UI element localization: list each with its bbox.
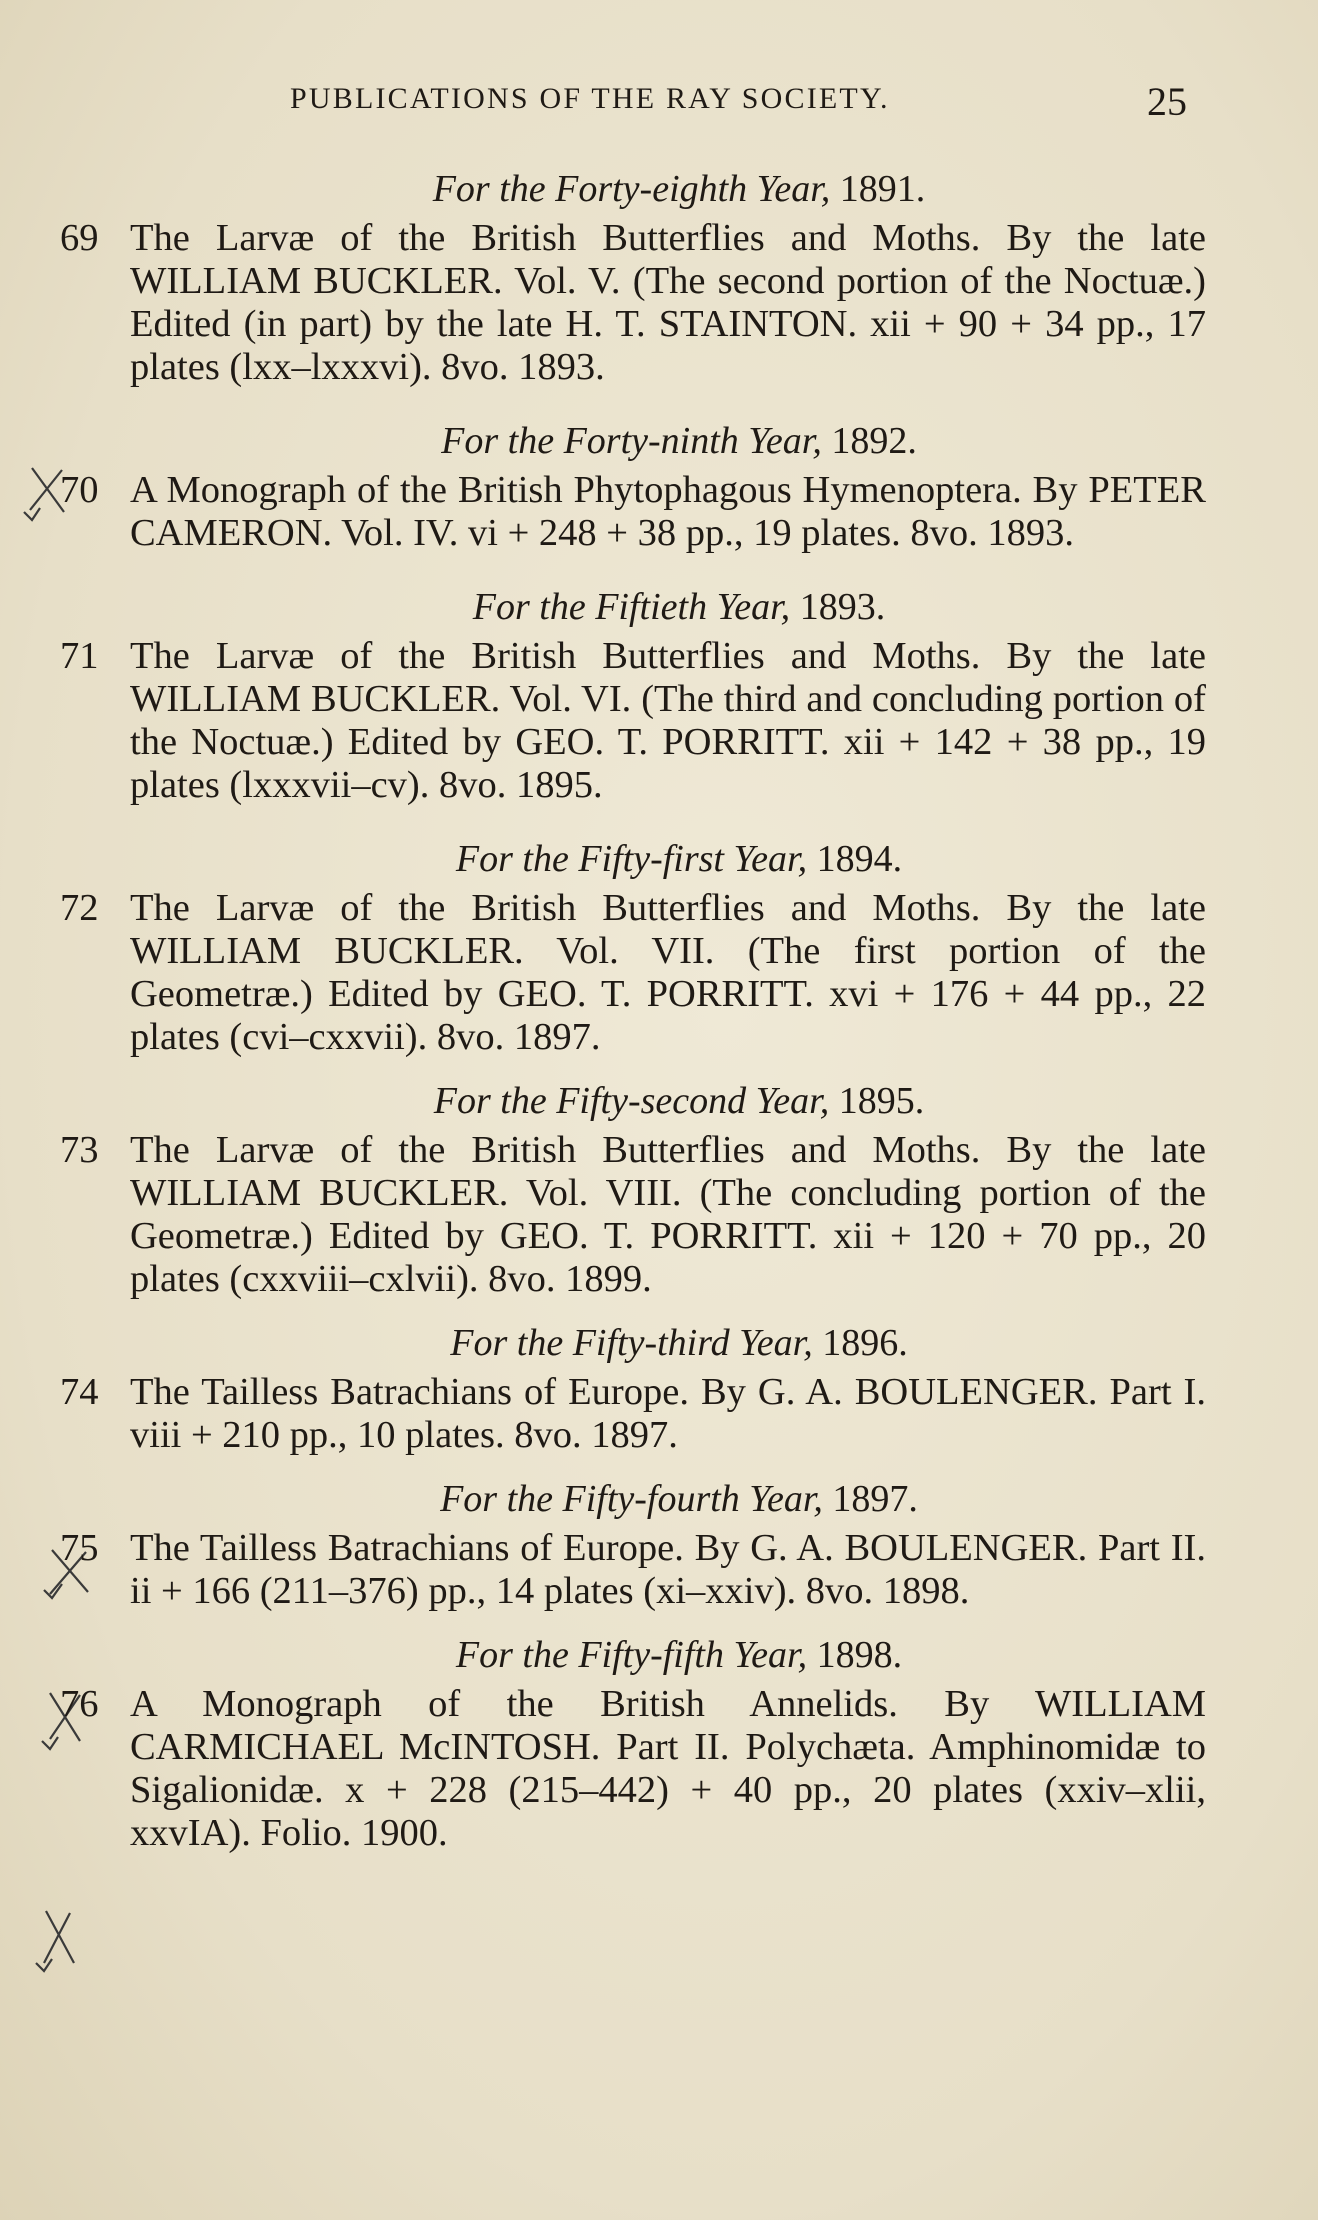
- entry-number: 74: [60, 1371, 99, 1413]
- entry-text: The Larvæ of the British Butterflies and Moths. By the late WILLIAM BUCKLER. Vol. VII. (The first portion of the Geometræ.) Edited by GEO. T. PORRITT. xvi + 176 + 44 pp., 22 plates (cvi–cxxvii). 8vo. 1897.: [130, 887, 1206, 1058]
- year-section: [0, 1475, 1318, 1613]
- entry-number: 73: [60, 1129, 99, 1171]
- publication-entry: [0, 635, 1318, 807]
- running-head: [0, 79, 1318, 124]
- year-heading: For the Forty-eighth Year, 1891.: [432, 168, 926, 210]
- entry-number: 69: [60, 217, 99, 259]
- year-section: [0, 835, 1318, 1059]
- running-title: PUBLICATIONS OF THE RAY SOCIETY.: [290, 82, 890, 115]
- publication-entry: [0, 1371, 1318, 1457]
- entry-number: 71: [60, 635, 99, 677]
- entry-text: A Monograph of the British Phytophagous Hymenoptera. By PETER CAMERON. Vol. IV. vi + 248 + 38 pp., 19 plates. 8vo. 1893.: [130, 469, 1206, 554]
- year-heading: For the Forty-ninth Year, 1892.: [441, 420, 917, 462]
- entry-text: A Monograph of the British Annelids. By WILLIAM CARMICHAEL McINTOSH. Part II. Polychæta. Amphinomidæ to Sigalionidæ. x + 228 (215–442) + 40 pp., 20 plates (xxiv–xlii, xxvIA). Folio. 1900.: [130, 1683, 1206, 1854]
- page-number: 25: [1147, 79, 1187, 124]
- year-section: [0, 1077, 1318, 1301]
- year-heading: For the Fifty-fifth Year, 1898.: [455, 1634, 903, 1676]
- year-heading: For the Fifty-second Year, 1895.: [433, 1080, 925, 1122]
- publication-entry: [0, 1527, 1318, 1613]
- pencil-check-mark-76: [30, 1905, 90, 1975]
- entry-text: The Larvæ of the British Butterflies and Moths. By the late WILLIAM BUCKLER. Vol. VI. (The third and concluding portion of the Noctuæ.) Edited by GEO. T. PORRITT. xii + 142 + 38 pp., 19 plates (lxxxvii–cv). 8vo. 1895.: [130, 635, 1206, 806]
- entry-text: The Larvæ of the British Butterflies and Moths. By the late WILLIAM BUCKLER. Vol. VIII. (The concluding portion of the Geometræ.) Edited by GEO. T. PORRITT. xii + 120 + 70 pp., 20 plates (cxxviii–cxlvii). 8vo. 1899.: [130, 1129, 1206, 1300]
- entry-number: 72: [60, 887, 99, 929]
- publication-entry: [0, 1683, 1318, 1855]
- publication-entry: [0, 1129, 1318, 1301]
- year-section: [0, 1319, 1318, 1457]
- year-heading: For the Fifty-first Year, 1894.: [455, 838, 903, 880]
- entry-number: 76: [60, 1683, 99, 1725]
- entry-number: 75: [60, 1527, 99, 1569]
- year-section: [0, 165, 1318, 389]
- year-heading: For the Fiftieth Year, 1893.: [472, 586, 886, 628]
- year-section: [0, 583, 1318, 807]
- entry-text: The Tailless Batrachians of Europe. By G. A. BOULENGER. Part II. ii + 166 (211–376) pp., 14 plates (xi–xxiv). 8vo. 1898.: [130, 1527, 1206, 1612]
- year-heading: For the Fifty-fourth Year, 1897.: [440, 1478, 918, 1520]
- publication-entry: [0, 887, 1318, 1059]
- entry-text: The Larvæ of the British Butterflies and Moths. By the late WILLIAM BUCKLER. Vol. V. (The second portion of the Noctuæ.) Edited (in part) by the late H. T. STAINTON. xii + 90 + 34 pp., 17 plates (lxx–lxxxvi). 8vo. 1893.: [130, 217, 1206, 388]
- publication-entry: [0, 469, 1318, 555]
- year-heading: For the Fifty-third Year, 1896.: [450, 1322, 908, 1364]
- entries-list: [0, 165, 1318, 1855]
- entry-number: 70: [60, 469, 99, 511]
- year-section: [0, 1631, 1318, 1855]
- year-section: [0, 417, 1318, 555]
- entry-text: The Tailless Batrachians of Europe. By G. A. BOULENGER. Part I. viii + 210 pp., 10 plates. 8vo. 1897.: [130, 1371, 1206, 1456]
- publication-entry: [0, 217, 1318, 389]
